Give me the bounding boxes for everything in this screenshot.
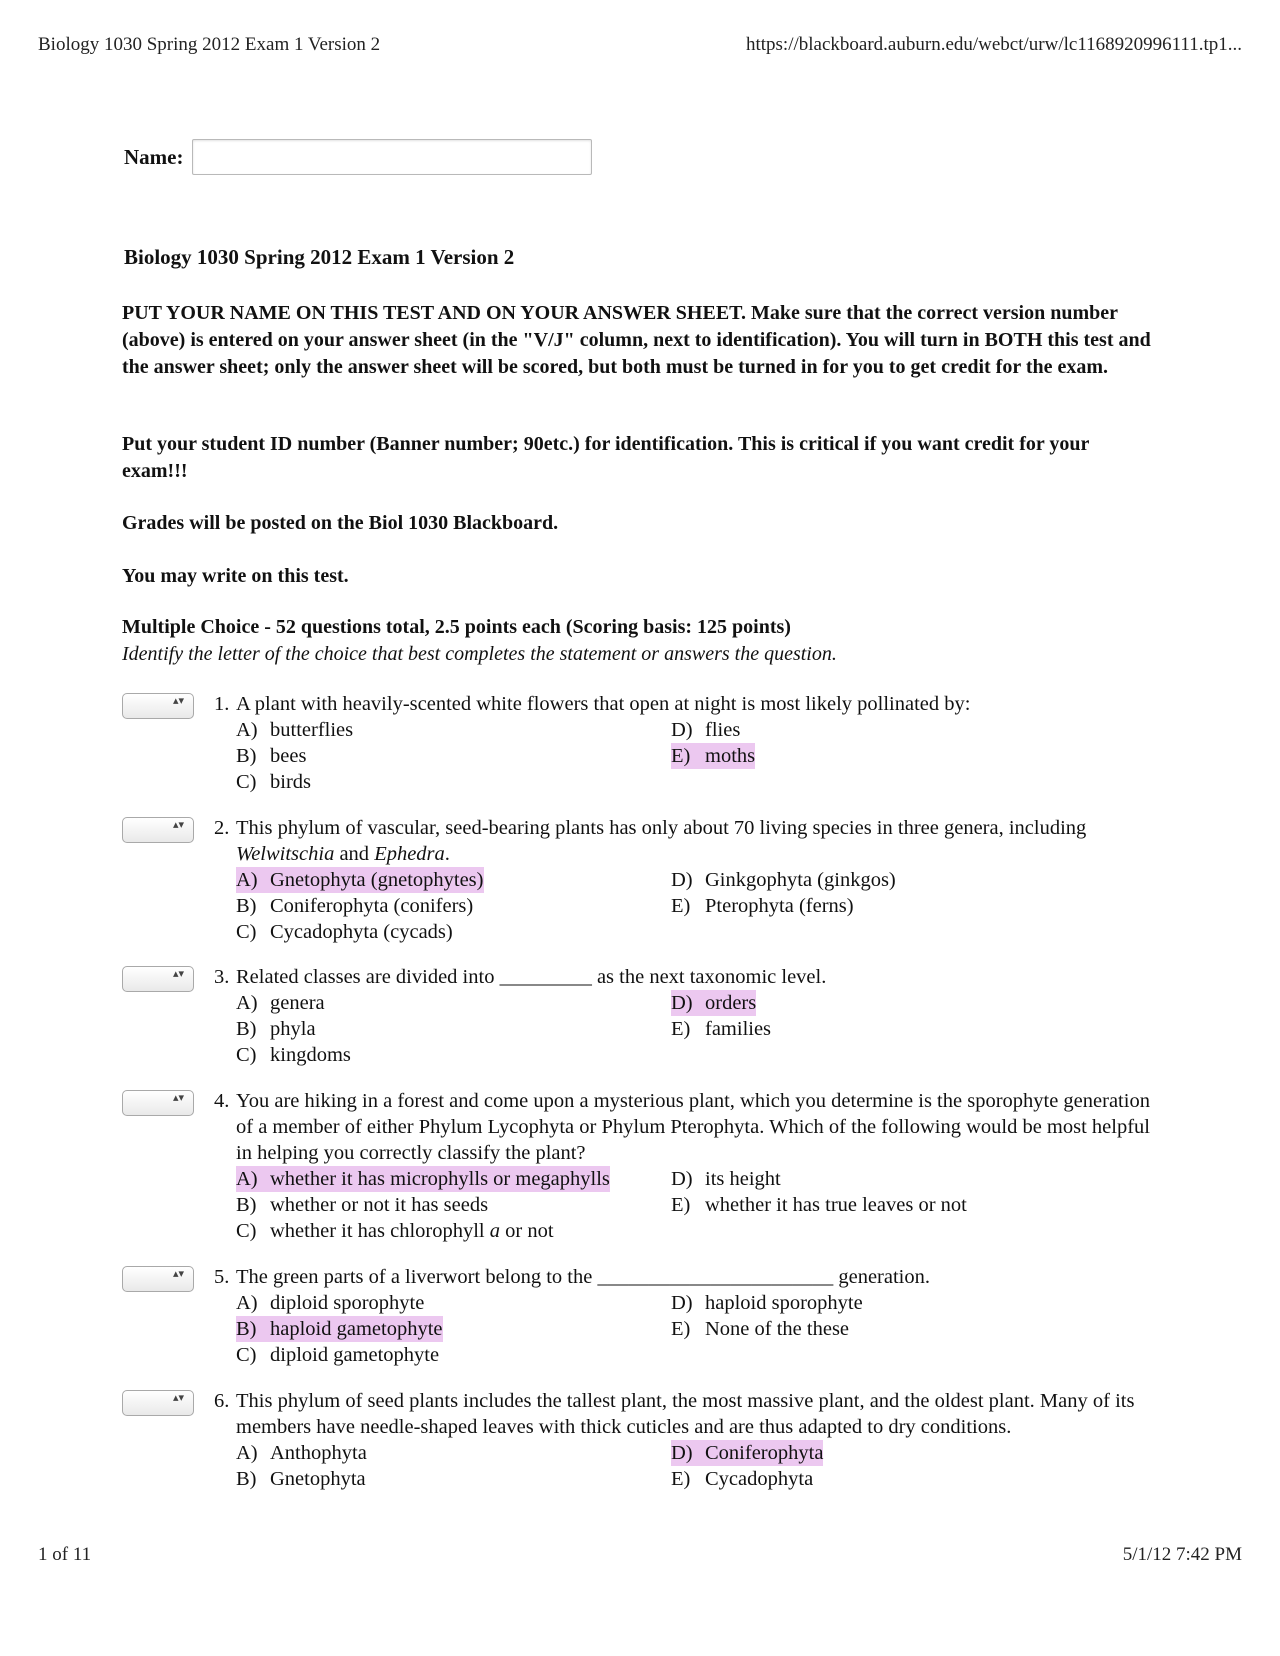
choice-d: D) flies (671, 719, 741, 741)
choice-b: B) phyla (236, 1018, 316, 1040)
select-arrows-icon: ▴▾ (172, 818, 184, 831)
choice-e: E) None of the these (671, 1318, 850, 1340)
answer-select-6[interactable] (122, 1390, 194, 1416)
choice-e: E) Pterophyta (ferns) (671, 895, 854, 917)
choice-c: C) Cycadophyta (cycads) (236, 921, 453, 943)
choice-b: B) Gnetophyta (236, 1468, 366, 1490)
question-number: 4. (214, 1090, 230, 1112)
select-arrows-icon: ▴▾ (172, 1391, 184, 1404)
question-number: 2. (214, 817, 230, 839)
choice-d: D) haploid sporophyte (671, 1292, 863, 1314)
name-label: Name: (124, 144, 184, 169)
answer-select-2[interactable] (122, 817, 194, 843)
select-arrows-icon: ▴▾ (172, 1091, 184, 1104)
name-row (124, 139, 592, 175)
choice-c: C) whether it has chlorophyll a or not (236, 1220, 554, 1242)
answer-select-3[interactable] (122, 966, 194, 992)
name-input[interactable] (192, 139, 592, 175)
choice-d-highlighted: D) Coniferophyta (671, 1442, 824, 1464)
question-text: You are hiking in a forest and come upon a mysterious plant, which you determine is the sporophyte generation of a member of either Phylum Lycophyta or Phylum Pterophyta. Which of the following would be most helpful in helping you correctly classify the plant? (236, 1090, 1150, 1164)
choice-a: A) diploid sporophyte (236, 1292, 425, 1314)
select-arrows-icon: ▴▾ (172, 1267, 184, 1280)
choice-e: E) families (671, 1018, 772, 1040)
choice-a: A) Anthophyta (236, 1442, 367, 1464)
choice-d: D) its height (671, 1168, 781, 1190)
page-count: 1 of 11 (38, 1544, 92, 1565)
choice-b: B) whether or not it has seeds (236, 1194, 489, 1216)
choice-b: B) Coniferophyta (conifers) (236, 895, 474, 917)
question-text: This phylum of vascular, seed-bearing plants has only about 70 living species in three genera, including Welwitschia and Ephedra. (236, 817, 1087, 865)
instruction-name: PUT YOUR NAME ON THIS TEST AND ON YOUR ANSWER SHEET. Make sure that the correct version number (above) is entered on your answer sheet (in the "V/J" column, next to identification). You will turn in BOTH this test and the answer sheet; only the answer sheet will be scored, but both must be turned in for you to get credit for the exam. (122, 302, 1151, 378)
question-number: 5. (214, 1266, 230, 1288)
choice-c: C) birds (236, 771, 311, 793)
instruction-write: You may write on this test. (122, 565, 349, 587)
section-title: Multiple Choice - 52 questions total, 2.5 points each (Scoring basis: 125 points) (122, 616, 791, 638)
section-subtitle: Identify the letter of the choice that best completes the statement or answers the question. (122, 643, 837, 665)
select-arrows-icon: ▴▾ (172, 694, 184, 707)
answer-select-4[interactable] (122, 1090, 194, 1116)
choice-d-highlighted: D) orders (671, 992, 757, 1014)
select-arrows-icon: ▴▾ (172, 967, 184, 980)
instruction-id: Put your student ID number (Banner number; 90etc.) for identification. This is critical if you want credit for your exam!!! (122, 433, 1090, 482)
choice-c: C) kingdoms (236, 1044, 351, 1066)
choice-e: E) whether it has true leaves or not (671, 1194, 967, 1216)
print-timestamp: 5/1/12 7:42 PM (1122, 1544, 1242, 1565)
question-number: 3. (214, 966, 230, 988)
question-text: The green parts of a liverwort belong to the _______________________ generation. (236, 1266, 930, 1288)
question-text: Related classes are divided into _________ as the next taxonomic level. (236, 966, 827, 988)
page-header-url: https://blackboard.auburn.edu/webct/urw/lc1168920996111.tp1... (745, 34, 1242, 55)
answer-select-5[interactable] (122, 1266, 194, 1292)
answer-select-1[interactable] (122, 693, 194, 719)
question-text: This phylum of seed plants includes the tallest plant, the most massive plant, and the oldest plant. Many of its members have needle-shaped leaves with thick cuticles and are thus adapted to dry conditions. (236, 1390, 1135, 1438)
question-number: 1. (214, 693, 230, 715)
choice-e-highlighted: E) moths (671, 745, 756, 767)
choice-b: B) bees (236, 745, 307, 767)
choice-b-highlighted: B) haploid gametophyte (236, 1318, 443, 1340)
choice-a: A) genera (236, 992, 325, 1014)
question-number: 6. (214, 1390, 230, 1412)
question-text: A plant with heavily-scented white flowers that open at night is most likely pollinated by: (236, 693, 971, 715)
choice-e: E) Cycadophyta (671, 1468, 814, 1490)
choice-a-highlighted: A) Gnetophyta (gnetophytes) (236, 869, 484, 891)
choice-d: D) Ginkgophyta (ginkgos) (671, 869, 896, 891)
page-header-title: Biology 1030 Spring 2012 Exam 1 Version 2 (38, 34, 381, 55)
choice-c: C) diploid gametophyte (236, 1344, 440, 1366)
exam-title: Biology 1030 Spring 2012 Exam 1 Version 2 (124, 245, 515, 269)
instruction-grades: Grades will be posted on the Biol 1030 Blackboard. (122, 512, 559, 534)
choice-a-highlighted: A) whether it has microphylls or megaphylls (236, 1168, 610, 1190)
choice-a: A) butterflies (236, 719, 354, 741)
